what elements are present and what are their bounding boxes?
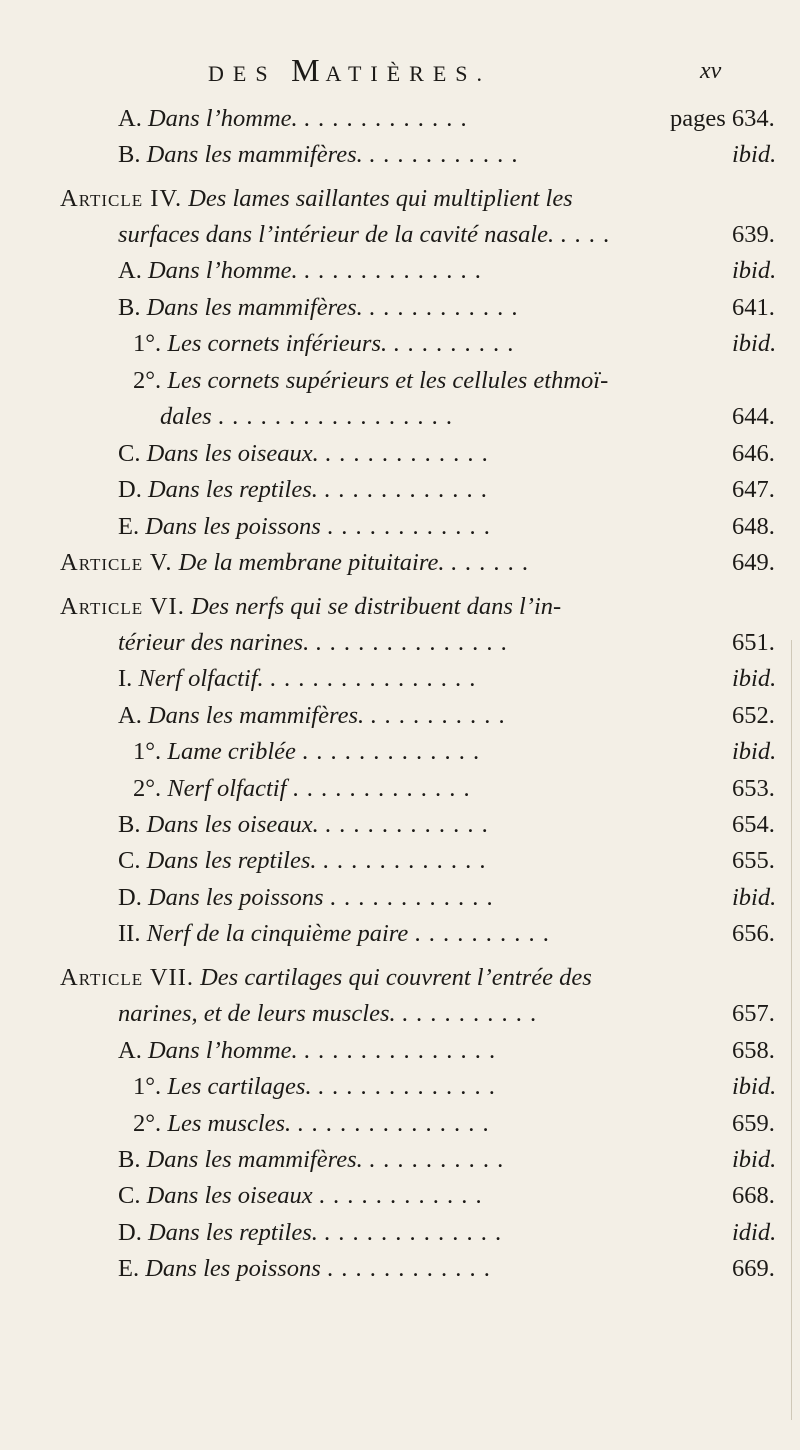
- toc-entry-label: D.: [118, 884, 142, 911]
- toc-entry-text: Dans les oiseaux.: [146, 440, 319, 467]
- toc-entry: [118, 290, 800, 326]
- toc-entry-label: A.: [118, 702, 142, 729]
- toc-entry: [118, 1215, 800, 1251]
- toc-entry-text: De la membrane pituitaire.: [178, 549, 445, 576]
- toc-entry-text: Nerf olfactif: [167, 775, 287, 802]
- running-title: [208, 52, 491, 89]
- toc-entry-label: 2°.: [133, 775, 162, 802]
- toc-entry-text: Dans l’homme.: [147, 105, 298, 132]
- leader-dots: . . . . . . . . . . . .: [324, 440, 489, 467]
- toc-entry-label: A.: [118, 1037, 142, 1064]
- page-reference: 657.: [732, 1000, 775, 1027]
- toc-entry: [118, 509, 800, 545]
- toc-entry-text: Dans les poissons: [145, 1255, 321, 1282]
- toc-entry: [118, 1033, 800, 1069]
- toc-entry: [118, 625, 800, 661]
- leader-dots: . . . . . . . . . . . . .: [317, 1073, 496, 1100]
- toc-entry-text: surfaces dans l’intérieur de la cavité nasale.: [118, 221, 555, 248]
- page-reference: ibid.: [732, 738, 777, 765]
- toc-entry: [118, 436, 800, 472]
- toc-entry-text: Dans l’homme.: [147, 1037, 298, 1064]
- leader-dots: . . . . . . . . . . . . . .: [297, 1110, 490, 1137]
- toc-entry-label: A.: [118, 257, 142, 284]
- page-reference: ibid.: [732, 141, 777, 168]
- toc-entry: [118, 1142, 800, 1178]
- title-initial: M: [291, 52, 326, 88]
- leader-dots: . . . . . . . . . . . . .: [292, 775, 471, 802]
- toc-entry-label: B.: [118, 141, 141, 168]
- page-reference: 651.: [732, 629, 775, 656]
- toc-entry-text: Dans les mammifères.: [146, 1146, 363, 1173]
- title-pre: DES: [208, 61, 292, 86]
- toc-entry-text: Dans les mammifères.: [147, 702, 365, 729]
- toc-entry: [118, 1251, 800, 1287]
- toc-entry-text: narines, et de leurs muscles.: [118, 1000, 396, 1027]
- page-reference: ibid.: [732, 665, 777, 692]
- toc-entry-text: Dans l’homme.: [147, 257, 298, 284]
- toc-entry-label: Article VII.: [60, 964, 194, 991]
- toc-entry-label: Article V.: [60, 549, 173, 576]
- leader-dots: . . . . . . . . . .: [368, 1146, 505, 1173]
- toc-entry-label: 1°.: [133, 738, 162, 765]
- toc-entry: [60, 589, 800, 625]
- leader-dots: . . . . . . . . . . . .: [329, 884, 494, 911]
- page-reference: 647.: [732, 476, 775, 503]
- page-reference: 646.: [732, 440, 775, 467]
- toc-entry-label: E.: [118, 513, 140, 540]
- leader-dots: . . . . . . . . . .: [414, 920, 550, 947]
- leader-dots: . . . . . . . . . . . . .: [323, 1219, 503, 1246]
- leader-dots: . . . . . . . . . . . .: [326, 1255, 491, 1282]
- page-reference: ibid.: [732, 330, 777, 357]
- toc-entry-text: Nerf de la cinquième paire: [146, 920, 409, 947]
- toc-entry-text: Dans les oiseaux.: [146, 811, 319, 838]
- toc-entry-label: C.: [118, 1182, 141, 1209]
- toc-entry: [118, 698, 800, 734]
- toc-entry: [118, 661, 800, 697]
- page-reference: idid.: [732, 1219, 777, 1246]
- toc-entry: [133, 363, 800, 399]
- toc-entry-text: Dans les mammifères.: [146, 141, 363, 168]
- leader-dots: . . . .: [560, 221, 611, 248]
- leader-dots: . . . . . . . . . . . . .: [303, 257, 482, 284]
- toc-entry: [118, 253, 800, 289]
- page-reference: 652.: [732, 702, 775, 729]
- leader-dots: . . . . . . . . . . . . .: [302, 738, 481, 765]
- toc-entry: [60, 181, 800, 217]
- toc-entry-label: 1°.: [133, 330, 162, 357]
- toc-entry-label: I.: [118, 665, 133, 692]
- toc-entry-text: Dans les oiseaux: [146, 1182, 313, 1209]
- leader-dots: . . . . . . . . . .: [401, 1000, 538, 1027]
- leader-dots: . . . . . . . . . . . . . . . . .: [217, 403, 453, 430]
- toc-entry-text: dales: [160, 403, 212, 430]
- toc-entry: [133, 326, 800, 362]
- leader-dots: . . . . . . . . . . . .: [324, 811, 489, 838]
- toc-entry: [118, 137, 800, 173]
- page-reference: 669.: [732, 1255, 775, 1282]
- toc-entry-text: Dans les poissons: [147, 884, 324, 911]
- toc-entry-text: Des cartilages qui couvrent l’entrée des: [200, 964, 592, 991]
- page-reference: 658.: [732, 1037, 775, 1064]
- toc-entry-text: térieur des narines.: [118, 629, 310, 656]
- toc-entry-label: 2°.: [133, 1110, 162, 1137]
- toc-entry-label: D.: [118, 476, 142, 503]
- leader-dots: . . . . . . . . . . . .: [323, 476, 488, 503]
- page-reference: 641.: [732, 294, 775, 321]
- page-reference: ibid.: [732, 884, 777, 911]
- toc-entry-label: B.: [118, 811, 141, 838]
- toc-entry-text: Dans les poissons: [145, 513, 321, 540]
- toc-entry-label: B.: [118, 1146, 141, 1173]
- toc-entry: [133, 771, 800, 807]
- leader-dots: . . . . . . . . . . .: [368, 294, 519, 321]
- toc-entry: [118, 843, 800, 879]
- toc-entry-text: Dans les reptiles.: [147, 1219, 318, 1246]
- toc-entry-text: Les muscles.: [167, 1110, 292, 1137]
- leader-dots: . . . . . . . . . . . . . .: [315, 629, 508, 656]
- toc-entry: [118, 101, 800, 137]
- page-reference: 649.: [732, 549, 775, 576]
- folio: xv: [700, 58, 722, 84]
- toc-entry: [133, 1106, 800, 1142]
- leader-dots: . . . . . . . . . . . .: [318, 1182, 483, 1209]
- page-edge-shadow: [791, 640, 792, 1420]
- toc-entry: [118, 472, 800, 508]
- toc-entry-text: Dans les mammifères.: [146, 294, 363, 321]
- toc-entry-label: C.: [118, 847, 141, 874]
- page-reference: ibid.: [732, 1073, 777, 1100]
- toc-entry-text: Les cornets supérieurs et les cellules ethmoï-: [167, 367, 609, 394]
- toc-entry-label: Article IV.: [60, 185, 183, 212]
- toc-entry-label: II.: [118, 920, 141, 947]
- leader-dots: . . . . . . . . . . . . . .: [303, 1037, 497, 1064]
- toc-entry: [118, 880, 800, 916]
- leader-dots: . . . . . . . . . . . .: [326, 513, 491, 540]
- toc-entry-label: E.: [118, 1255, 140, 1282]
- running-header: [0, 52, 800, 92]
- page-reference: 668.: [732, 1182, 775, 1209]
- page-reference: 653.: [732, 775, 775, 802]
- toc-entry: [133, 734, 800, 770]
- toc-entry: [118, 807, 800, 843]
- toc-entry-label: B.: [118, 294, 141, 321]
- leader-dots: . . . . . . . . . . . .: [303, 105, 468, 132]
- leader-dots: . . . . . . . . . . .: [368, 141, 519, 168]
- toc-entry-text: Lame criblée: [167, 738, 296, 765]
- page-reference: 648.: [732, 513, 775, 540]
- toc-entry: [118, 996, 800, 1032]
- toc-entry: [60, 960, 800, 996]
- toc-entry-text: Les cornets inférieurs.: [167, 330, 388, 357]
- toc-entry-label: A.: [118, 105, 142, 132]
- leader-dots: . . . . . . . . .: [393, 330, 515, 357]
- toc-entry: [133, 1069, 800, 1105]
- toc-entry-text: Nerf olfactif.: [138, 665, 264, 692]
- toc-entry-label: C.: [118, 440, 141, 467]
- title-post: ATIÈRES.: [325, 61, 492, 86]
- toc-entry-text: Des nerfs qui se distribuent dans l’in-: [190, 593, 562, 620]
- page-reference: ibid.: [732, 257, 777, 284]
- page-reference: ibid.: [732, 1146, 777, 1173]
- page-reference: 654.: [732, 811, 775, 838]
- toc-entry-text: Dans les reptiles.: [147, 476, 318, 503]
- toc-entry-label: Article VI.: [60, 593, 185, 620]
- toc-entry-label: 1°.: [133, 1073, 162, 1100]
- toc-entry: [118, 916, 800, 952]
- page-reference: pages 634.: [670, 105, 775, 132]
- page-reference: 655.: [732, 847, 775, 874]
- page-reference: 656.: [732, 920, 775, 947]
- leader-dots: . . . . . . . . . .: [370, 702, 506, 729]
- toc-entry-label: 2°.: [133, 367, 162, 394]
- toc-entry: [60, 545, 800, 581]
- leader-dots: . . . . . . . . . . . . . . .: [269, 665, 477, 692]
- toc-entry: [118, 1178, 800, 1214]
- toc-entry: [160, 399, 800, 435]
- toc-entry-label: D.: [118, 1219, 142, 1246]
- toc-entry: [118, 217, 800, 253]
- toc-entry-text: Des lames saillantes qui multiplient les: [188, 185, 573, 212]
- toc-entry-text: Dans les reptiles.: [146, 847, 317, 874]
- toc-entry-text: Les cartilages.: [167, 1073, 312, 1100]
- page-reference: 659.: [732, 1110, 775, 1137]
- page-reference: 639.: [732, 221, 775, 248]
- leader-dots: . . . . . .: [450, 549, 529, 576]
- page-reference: 644.: [732, 403, 775, 430]
- leader-dots: . . . . . . . . . . . .: [322, 847, 487, 874]
